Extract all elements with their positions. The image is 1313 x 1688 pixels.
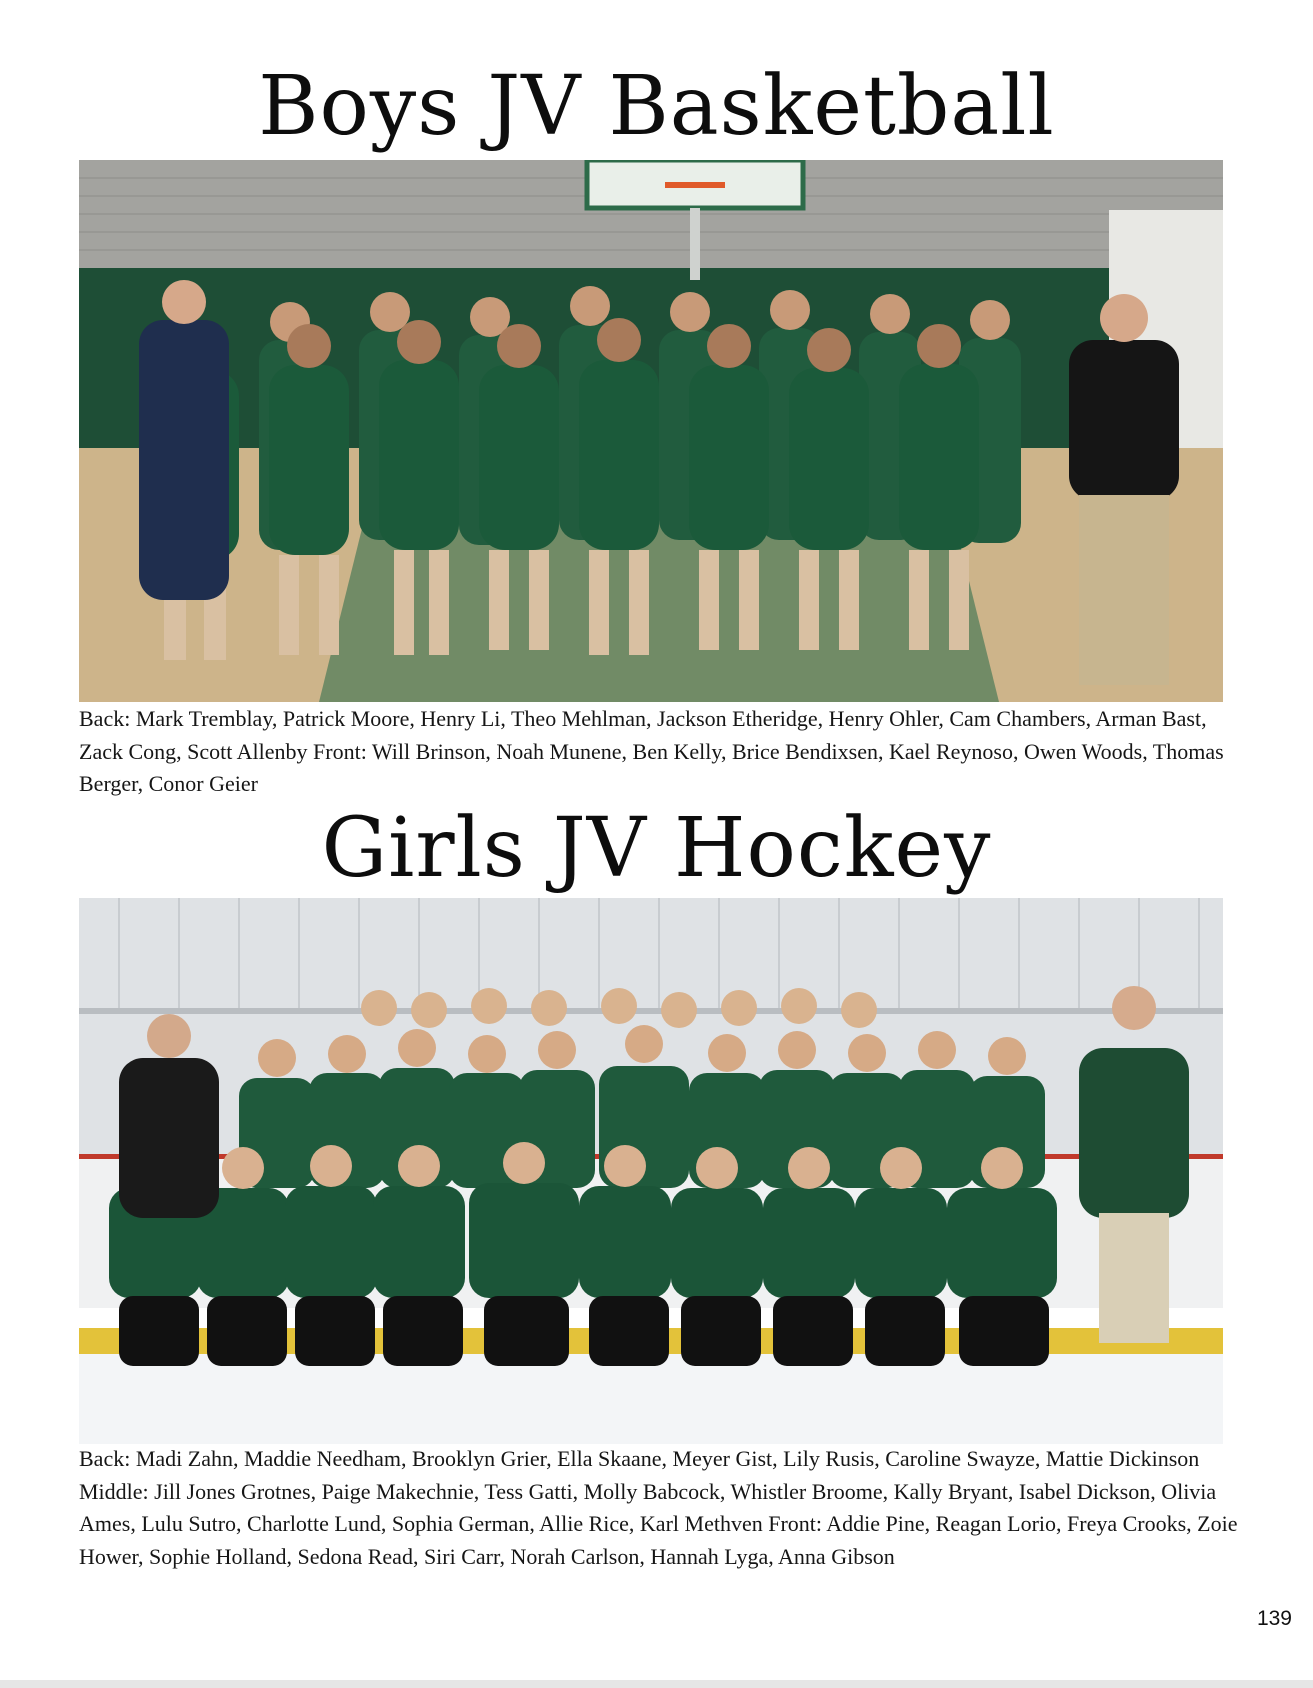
page-number: 139 <box>1256 1607 1292 1630</box>
basketball-team-photo <box>79 160 1223 702</box>
hockey-roster-caption: Back: Madi Zahn, Maddie Needham, Brooklyn Grier, Ella Skaane, Meyer Gist, Lily Rusis, Caroline Swayze, Mattie Dickinson Middle: Jill Jones Grotnes, Paige Makechnie, Tess Gatti, Molly Babcock, Whistler Broome, Kally Bryant, Isabel Dickson, Olivia Ames, Lulu Sutro, Charlotte Lund, Sophia German, Allie Rice, Karl Methven Front: Addie Pine, Reagan Lorio, Freya Crooks, Zoie Hower, Sophie Holland, Sedona Read, Siri Carr, Norah Carlson, Hannah Lyga, Anna Gibson <box>79 1446 1238 1569</box>
basketball-roster-caption: Back: Mark Tremblay, Patrick Moore, Henry Li, Theo Mehlman, Jackson Etheridge, Henry Ohler, Cam Chambers, Arman Bast, Zack Cong, Scott Allenby Front: Will Brinson, Noah Munene, Ben Kelly, Brice Bendixsen, Kael Reynoso, Owen Woods, Thomas Berger, Conor Geier <box>79 706 1224 796</box>
section-title-basketball: Boys JV Basketball <box>258 59 1055 154</box>
section-title-hockey: Girls JV Hockey <box>321 801 992 896</box>
hockey-team-photo <box>79 898 1223 1444</box>
page-bottom-edge <box>0 1680 1313 1688</box>
